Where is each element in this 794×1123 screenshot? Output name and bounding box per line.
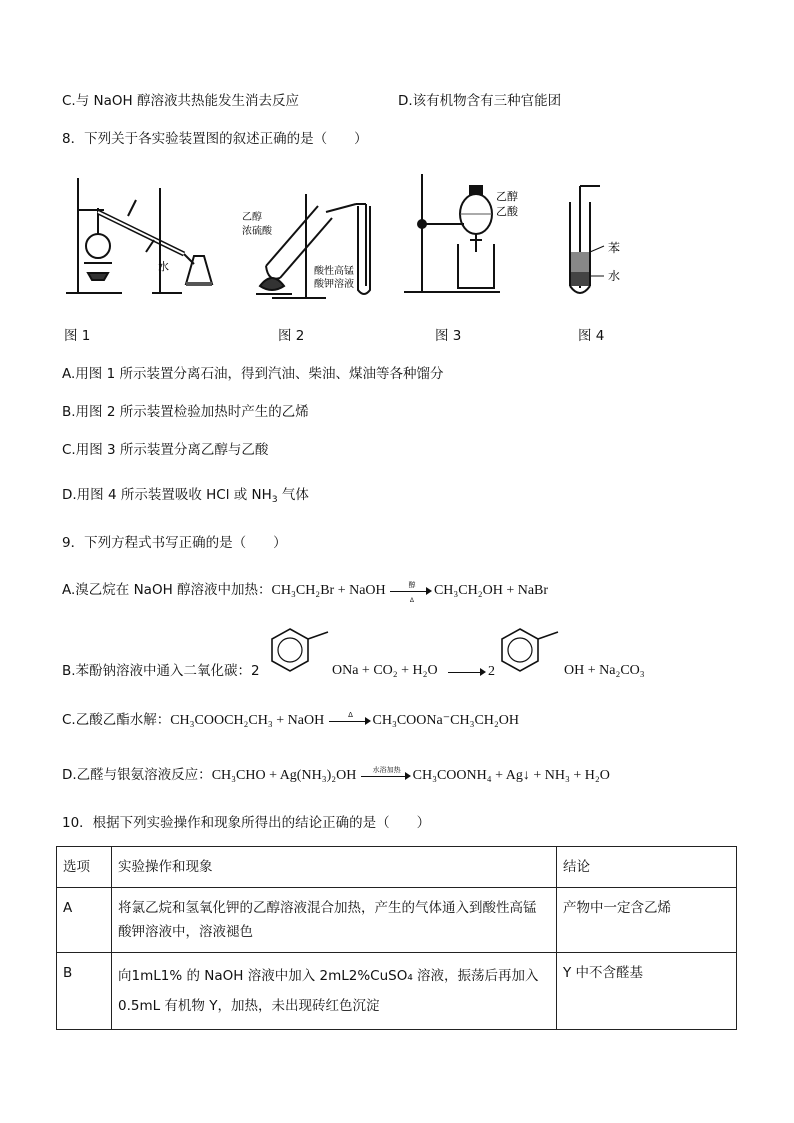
fig4-label-water: 水 <box>608 269 621 283</box>
header-option: 选项 <box>57 847 112 888</box>
fig2-caption: 图 2 <box>278 328 305 344</box>
q8-option-d: D.用图 4 所示装置吸收 HCl 或 $NH_3$ 气体 <box>62 487 309 505</box>
row-operation: 向1mL1% 的 NaOH 溶液中加入 2mL2%CuSO₄ 溶液，振荡后再加入 0.5mL 有机物 Y，加热，未出现砖红色沉淀 <box>112 953 557 1030</box>
row-option: B <box>57 953 112 1030</box>
table-row <box>57 888 737 953</box>
q9-stem: 9．下列方程式书写正确的是（ ） <box>62 535 287 551</box>
row-option: A <box>57 888 112 953</box>
q9-option-a: A.溴乙烷在 NaOH 醇溶液中加热：CH₃CH₂Br + NaOH 醇 Δ CH₃CH₂OH + NaBr <box>62 581 549 604</box>
q7-option-c: C.与 NaOH 醇溶液共热能发生消去反应 <box>62 93 299 109</box>
fig1-water-label: 水 <box>158 260 169 273</box>
q8-option-b: B.用图 2 所示装置检验加热时产生的乙烯 <box>62 404 309 420</box>
q9-option-b-label: B.苯酚钠溶液中通入二氧化碳：2 <box>62 663 260 679</box>
phenyl-ring-icon <box>268 626 332 680</box>
row-operation: 将氯乙烷和氢氧化钾的乙醇溶液混合加热，产生的气体通入到酸性高锰 酸钾溶液中，溶液褪色 <box>112 888 557 953</box>
fig4-absorption-tube <box>556 168 642 302</box>
fig1-distillation-apparatus <box>62 168 222 300</box>
fig3-caption: 图 3 <box>435 328 462 344</box>
fig3-label-ethanol: 乙醇 <box>496 190 518 203</box>
fig1-caption: 图 1 <box>64 328 91 344</box>
reaction-arrow: 醇 Δ <box>390 582 434 598</box>
fig3-separatory-funnel <box>396 168 536 300</box>
q8-stem: 8．下列关于各实验装置图的叙述正确的是（ ） <box>62 131 368 147</box>
q8-option-c: C.用图 3 所示装置分离乙醇与乙酸 <box>62 442 269 458</box>
q7-option-d: D.该有机物含有三种官能团 <box>398 93 562 109</box>
q10-table <box>56 846 737 1030</box>
q9-option-b-right: OH + Na₂CO₃ <box>564 663 645 678</box>
fig2-ethylene-apparatus <box>236 186 382 300</box>
q9-option-b-mid: ONa + CO₂ + H₂O <box>332 663 438 678</box>
fig2-label-sulfuric: 浓硫酸 <box>242 226 272 237</box>
row-conclusion: Y 中不含醛基 <box>557 953 737 1030</box>
header-operation: 实验操作和现象 <box>112 847 557 888</box>
fig3-label-acetic: 乙酸 <box>496 205 518 218</box>
fig2-label-ethanol: 乙醇 <box>242 212 262 223</box>
fig4-caption: 图 4 <box>578 328 605 344</box>
row-conclusion: 产物中一定含乙烯 <box>557 888 737 953</box>
q9-option-c: C.乙酸乙酯水解：CH₃COOCH₂CH₃ + NaOH Δ CH₃COONa⁻CH₃CH₂OH <box>62 711 519 728</box>
fig2-label-kmno4-1: 酸性高锰 <box>314 266 354 277</box>
q10-stem: 10．根据下列实验操作和现象所得出的结论正确的是（ ） <box>62 815 431 831</box>
table-header-row <box>57 847 737 888</box>
q9-option-b-arrow: 2 <box>448 662 495 681</box>
table-row <box>57 953 737 1030</box>
q8-option-a: A.用图 1 所示装置分离石油，得到汽油、柴油、煤油等各种馏分 <box>62 366 444 382</box>
fig4-label-benzene: 苯 <box>608 241 621 255</box>
fig2-label-kmno4-2: 酸钾溶液 <box>314 279 354 290</box>
q9-option-d: D.乙醛与银氨溶液反应：CH₃CHO + Ag(NH₃)₂OH 水浴加热 CH₃COONH₄ + Ag↓ + NH₃ + H₂O <box>62 766 610 783</box>
phenyl-ring-icon <box>498 626 562 680</box>
header-conclusion: 结论 <box>557 847 737 888</box>
